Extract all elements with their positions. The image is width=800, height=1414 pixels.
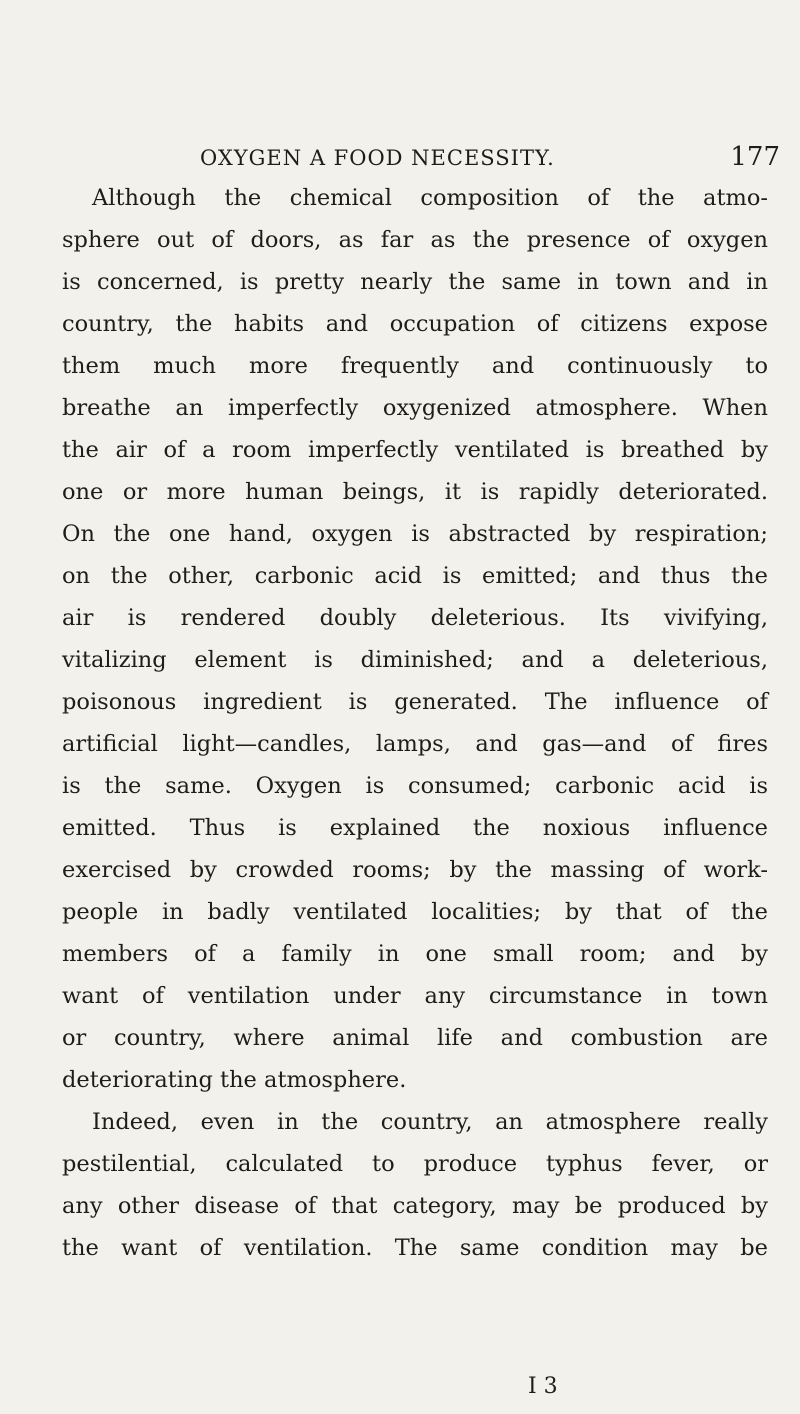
text-line: pestilential, calculated to produce typhus fever, or — [62, 1151, 768, 1177]
running-head — [200, 142, 780, 176]
text-line: artificial light—candles, lamps, and gas—and of fires — [62, 731, 768, 757]
text-line: members of a family in one small room; and by — [62, 941, 768, 967]
text-line: one or more human beings, it is rapidly deteriorated. — [62, 479, 768, 505]
text-line: deteriorating the atmosphere. — [62, 1067, 407, 1093]
text-line: people in badly ventilated localities; by that of the — [62, 899, 768, 925]
text-line: the want of ventilation. The same condition may be — [62, 1235, 768, 1261]
running-title: OXYGEN A FOOD NECESSITY. — [200, 146, 555, 170]
text-line: them much more frequently and continuously to — [62, 353, 768, 379]
text-line: is the same. Oxygen is consumed; carbonic acid is — [62, 773, 768, 799]
text-line: country, the habits and occupation of citizens expose — [62, 311, 768, 337]
text-line: emitted. Thus is explained the noxious influence — [62, 815, 768, 841]
text-line: poisonous ingredient is generated. The influence of — [62, 689, 768, 715]
text-line: is concerned, is pretty nearly the same in town and in — [62, 269, 768, 295]
signature-mark: I 3 — [528, 1374, 558, 1399]
page-number: 177 — [730, 142, 780, 172]
text-line: want of ventilation under any circumstance in town — [62, 983, 768, 1009]
text-line: sphere out of doors, as far as the presence of oxygen — [62, 227, 768, 253]
text-line: Indeed, even in the country, an atmosphere really — [92, 1109, 768, 1135]
text-line: breathe an imperfectly oxygenized atmosphere. When — [62, 395, 768, 421]
text-line: on the other, carbonic acid is emitted; and thus the — [62, 563, 768, 589]
text-line: vitalizing element is diminished; and a deleterious, — [62, 647, 768, 673]
text-line: On the one hand, oxygen is abstracted by respiration; — [62, 521, 768, 547]
text-line: or country, where animal life and combustion are — [62, 1025, 768, 1051]
text-line: exercised by crowded rooms; by the massing of work- — [62, 857, 768, 883]
text-line: the air of a room imperfectly ventilated is breathed by — [62, 437, 768, 463]
text-line: air is rendered doubly deleterious. Its vivifying, — [62, 605, 768, 631]
text-line: any other disease of that category, may be produced by — [62, 1193, 768, 1219]
text-line: Although the chemical composition of the atmo- — [92, 185, 768, 211]
